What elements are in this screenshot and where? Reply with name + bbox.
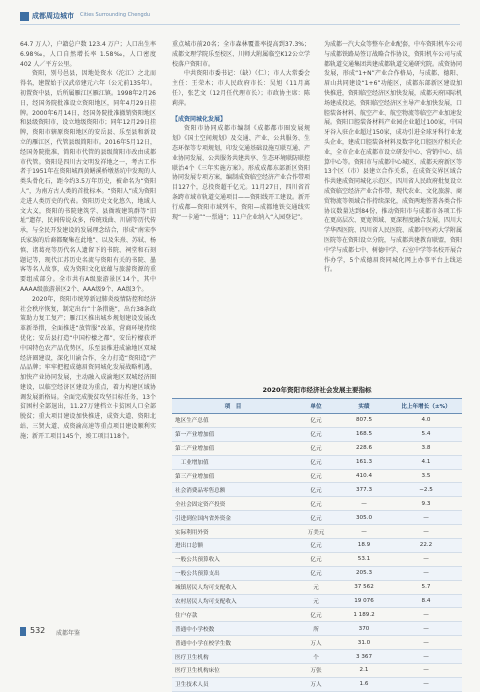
table-row [172, 539, 462, 553]
paragraph: 2020年，资阳市统筹新冠肺炎疫情防控和经济社会秩序恢复，制定出台“十条措施”，出台38条政策助力复工复产；雁江区推出城乡规划建设发展改革新举措，全面推进“放管服”改革，营商环境持续优化；安岳县打造“中国柠檬之都”，安岳柠檬获评中国特色农产品优势区，乐至县推进成渝地区双城经济圈建设，深化川渝合作，全力打造“资阳造”产品品牌；牢牢把握成德眉资同城化发展战略机遇，加快产业协同发展，主动融入成渝地区双城经济圈建设，以临空经济区建设为重点，着力构建区域协调发展新格局。全面完成脱贫攻坚目标任务，13个贫困村全部退出，11.27万建档立卡贫困人口全部脱贫；重大项目建设加快推进，成资大道、资阳北站、三贤大道、成资渝高速等重点项目建设顺利实施；新开工项目145个，竣工项目118个。 [20, 295, 156, 440]
table-cell: 亿元 [294, 441, 338, 455]
table-cell: 9.3 [390, 497, 462, 511]
page-number: 532 [30, 626, 46, 635]
table-cell: 实际利用外资 [172, 525, 294, 539]
table-cell: 168.5 [338, 427, 390, 441]
column-header: 单位 [294, 399, 338, 414]
table-cell: 万人 [294, 636, 338, 650]
table-cell: 2.1 [338, 664, 390, 678]
header-subtitle: Cities Surrounding Chengdu [80, 12, 151, 18]
table-cell: 万美元 [294, 525, 338, 539]
table-cell: — [390, 636, 462, 650]
table-row [172, 455, 462, 469]
table-row [172, 650, 462, 664]
table-row [172, 552, 462, 566]
column-left [20, 40, 156, 442]
table-cell: 城镇居民人均可支配收入 [172, 580, 294, 594]
table-cell: 进出口总额 [172, 539, 294, 553]
table-cell: 53.1 [338, 552, 390, 566]
table-cell: 地区生产总值 [172, 414, 294, 428]
table-cell: 第三产业增加值 [172, 469, 294, 483]
table-cell: 305.0 [338, 511, 390, 525]
section-heading: 【成资同城化发展】 [172, 115, 227, 123]
table-row [172, 677, 462, 691]
footer-marker-icon [20, 627, 26, 636]
table-cell: 亿元 [294, 469, 338, 483]
indicator-table-block [172, 385, 462, 692]
table-row [172, 664, 462, 678]
table-cell: — [390, 511, 462, 525]
table-cell: 万张 [294, 664, 338, 678]
paragraph: 资阳市协同成都市编制《成都都市圈发展规划》《国土空间规划》及交通、产业、公共服务、生态环保等专项规划，印发交通基础设施互联互通、产业协同发展、公共服务共建共享、生态环境联防联控联治4个《三年实施方案》。形成成都东部新区资阳协同发展专项方案，编制成资临空经济产业合作带项目127个，总投资超千亿元。11月27日，四川省首条跨市域市轨道交通项目——资阳线开工建设。新开行成都—资阳市域列车，资阳—成都地铁交通线实现“一卡通”“一票通”；11户企业纳入“入园登记”。 [172, 125, 311, 221]
section-marker-icon [20, 12, 29, 21]
table-cell: 工业增加值 [172, 455, 294, 469]
table-cell: 所 [294, 622, 338, 636]
table-cell: 5.4 [390, 427, 462, 441]
table-cell: 3.8 [390, 441, 462, 455]
indicator-table [172, 398, 462, 692]
table-cell: 万人 [294, 677, 338, 691]
table-cell: 19 076 [338, 594, 390, 608]
table-cell: 1.6 [338, 677, 390, 691]
table-cell: 亿元 [294, 608, 338, 622]
table-cell: — [338, 525, 390, 539]
table-cell: — [390, 566, 462, 580]
table-row [172, 497, 462, 511]
table-cell: 161.3 [338, 455, 390, 469]
paragraph: 为成都一汽大众等整车企业配套，中车资阳机车公司与成都铁路局签订战略合作协议，资阳机车公司与成都轨道交通集团共建成都轨道交通研究院。成资协同发展，形成“1+N”产业合作格局，与成都、德阳、眉山共同建设“1+6”功能区，成都东部新区建设加快推进，资阳临空经济区加快发展，成都天府国际机场建成投运，资阳临空经济区主导产业加快发展，口腔装备材料、航空产业、航空物流等临空产业加速发展。资阳口腔装备材料产业园企业超过100家，中国牙谷入驻企业超过150家，成功引进全球牙科行业龙头企业，建成口腔装备材料及数字化口腔医疗相关企业，全市企业在成都市设立研发中心、营销中心、结算中心等。资阳市与成都中心城区、成都天府新区等13个区（市）县建立合作关系，在成资交界区域合作共建成资同城化示范区，四川省人民政府批复设立成资临空经济产业合作带，现代农业、文化旅游、商贸物流等领域合作持续深化，成资两地签署各类合作协议数量达到84份，推动资阳市与成都市各项工作在更高层次、更宽领域、更深程度融合发展，四川大学华西医院、四川省人民医院、成都中医药大学附属医院等在资阳设立分院，与成都共建教育联盟，资阳中学与成都七中、树德中学、石室中学等名校开展合作办学，5个成德眉资同城化网上办事平台上线运行。 [324, 41, 463, 274]
table-cell: 3 367 [338, 650, 390, 664]
table-cell: — [390, 664, 462, 678]
table-cell: — [390, 608, 462, 622]
table-cell: 31.0 [338, 636, 390, 650]
table-row [172, 511, 462, 525]
table-body [172, 414, 462, 692]
table-title: 2020年资阳市经济社会发展主要指标 [262, 386, 372, 394]
table-cell: 普通中小学校数 [172, 622, 294, 636]
table-cell: 4.0 [390, 414, 462, 428]
table-cell: 引进到位国内省外资金 [172, 511, 294, 525]
table-cell: 205.3 [338, 566, 390, 580]
table-cell: 卫生技术人员 [172, 677, 294, 691]
table-cell: 亿元 [294, 427, 338, 441]
paragraph: 资阳，别号邑县，因地处资水（沱江）之北而得名，建置始于汉武帝建元六年（公元前135年）。初置资中县，后所属雁江区雁江镇。1998年2月26日，经国务院批准设立资阳地区，同年4月29日挂牌。2000年6月14日，经国务院批准撤销资阳地区和县级资阳市，设立地级资阳市；同年12月29日挂牌，资阳市辖原资阳地区的安岳县、乐至县和新设立的雁江区，代管县级简阳市。2016年5月12日，经国务院批准，简阳市代管的县级简阳市改由成都市代管。资阳是四川古文明发祥地之一，考古工作者于1951年在资阳城西黄鳝溪桥墩基坑中发现的人类头骨化石，距今约3.5万年历史，被命名为“资阳人”，为南方古人类的首批标本。“资阳人”成为资阳走进人类历史的代表。资阳历史文化悠久，地域人文大义，资阳的书院建筑学、县衙坡建筑群等“旧址”遗存，民间传说众多，传统戏曲、川剧等历代传承，与全民开发建设的发展理念结合，形成“南宋李氏家族的后裔都聚集在此地”、以及朱熹、苏轼、杨慎、诸葛亮等历代名人遗留下的书院、祠堂和石刻题记等，现代江苏历史名流与资阳有关的书院、墨客等名人故事，成为资阳文化底蕴与旅游资源的重要组成部分。全市共有A级旅游景区14个，其中AAAA级旅游景区2个、AAA级9个、AA级3个。 [20, 70, 156, 293]
table-cell: 亿元 [294, 511, 338, 525]
column-header: 比上年增长（±%） [390, 399, 462, 414]
table-row [172, 566, 462, 580]
table-cell: 个 [294, 650, 338, 664]
table-cell: 8.4 [390, 594, 462, 608]
table-cell: 22.2 [390, 539, 462, 553]
table-cell: 亿元 [294, 414, 338, 428]
table-cell: 亿元 [294, 566, 338, 580]
publication-name: 成都年鉴 [56, 630, 81, 637]
table-cell: — [390, 677, 462, 691]
table-cell: — [338, 497, 390, 511]
page-footer [20, 626, 220, 638]
table-cell: 3.5 [390, 469, 462, 483]
table-row [172, 483, 462, 497]
table-cell: 元 [294, 580, 338, 594]
table-cell: 普通中小学在校学生数 [172, 636, 294, 650]
table-row [172, 441, 462, 455]
table-row [172, 427, 462, 441]
table-cell: — [390, 525, 462, 539]
table-cell: 社会消费品零售总额 [172, 483, 294, 497]
table-cell: 4.1 [390, 455, 462, 469]
table-cell: 5.7 [390, 580, 462, 594]
table-row [172, 594, 462, 608]
table-cell: 第一产业增加值 [172, 427, 294, 441]
table-cell: — [390, 650, 462, 664]
table-cell: 一般公共预算收入 [172, 552, 294, 566]
column-right [324, 40, 462, 275]
table-cell: 医疗卫生机构 [172, 650, 294, 664]
table-cell: 医疗卫生机构床位 [172, 664, 294, 678]
table-cell: 亿元 [294, 552, 338, 566]
table-cell: 元 [294, 594, 338, 608]
table-cell: 18.9 [338, 539, 390, 553]
column-header: 实绩 [338, 399, 390, 414]
table-cell: 第二产业增加值 [172, 441, 294, 455]
table-row [172, 469, 462, 483]
table-row [172, 580, 462, 594]
table-cell: 一般公共预算支出 [172, 566, 294, 580]
header-title: 成都周边城市 [32, 12, 74, 20]
column-header: 项 目 [172, 399, 294, 414]
paragraph: 64.7 万人），户籍总户数 123.4 万户；人口出生率 6.98‰，人口自然增长率 1.58‰，人口密度 402 人／平方公里。 [20, 41, 156, 68]
column-middle [172, 40, 310, 222]
table-cell: 亿元 [294, 483, 338, 497]
table-cell: −2.5 [390, 483, 462, 497]
table-cell: — [390, 622, 462, 636]
running-header [20, 10, 460, 25]
table-cell: 农村居民人均可支配收入 [172, 594, 294, 608]
table-cell: — [390, 552, 462, 566]
table-cell: 1 189.2 [338, 608, 390, 622]
table-cell: 亿元 [294, 455, 338, 469]
paragraph: 重点城市前20名；全市森林覆盖率提高到37.3%；成都文理学院乐至校区、川师大附属临空K12公立学校落户资阳市。 [172, 41, 310, 68]
table-header-row [172, 399, 462, 414]
table-cell: 亿元 [294, 539, 338, 553]
table-cell: 377.3 [338, 483, 390, 497]
table-cell: 37 562 [338, 580, 390, 594]
table-cell: 228.6 [338, 441, 390, 455]
table-cell: 住户存款 [172, 608, 294, 622]
table-cell: 亿元 [294, 497, 338, 511]
paragraph: 中共资阳市委书记：（缺）（仁）；市人大常委会主任：王荣木；市人民政府市长：吴旭（11月离任），张艺文（12月任代理市长）；市政协主席：陈莉萍。 [172, 70, 310, 107]
table-row [172, 525, 462, 539]
table-row [172, 608, 462, 622]
table-cell: 807.5 [338, 414, 390, 428]
table-cell: 全社会固定资产投资 [172, 497, 294, 511]
table-row [172, 414, 462, 428]
table-cell: 370 [338, 622, 390, 636]
table-cell: 410.4 [338, 469, 390, 483]
